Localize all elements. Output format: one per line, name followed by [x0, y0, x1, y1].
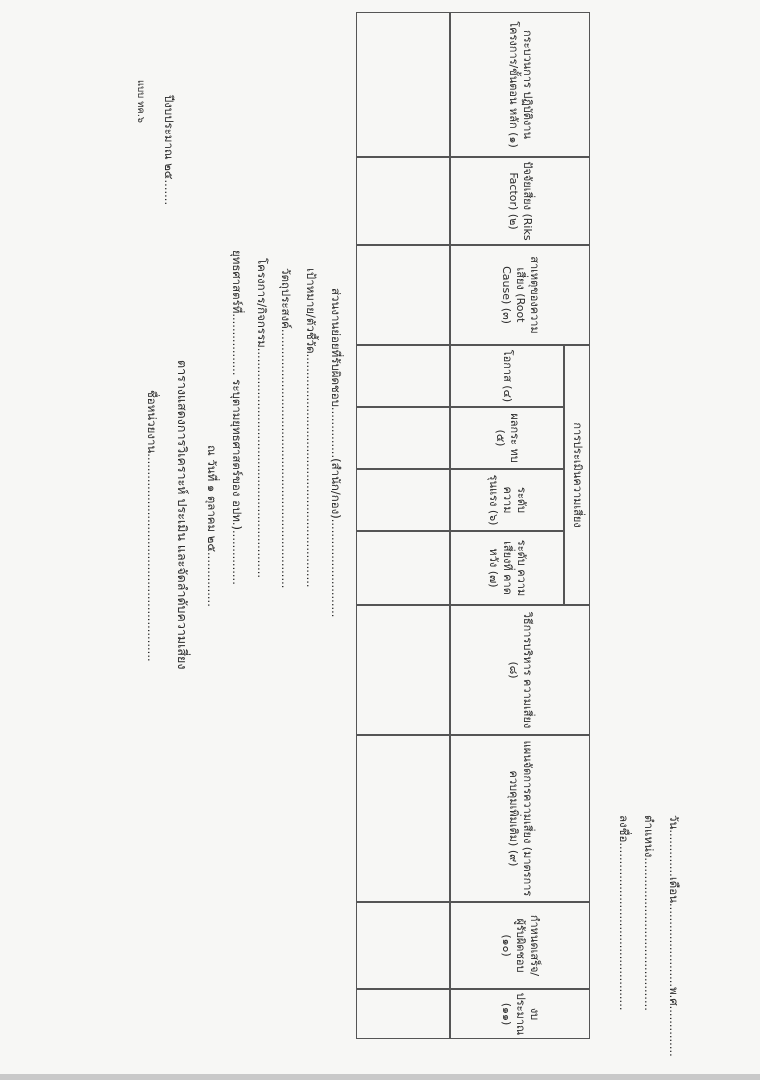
body-cell-3 [356, 245, 450, 345]
form-title: ตารางแสดงการวิเคราะห์ ประเมิน และจัดลำดับความเสี่ยง [175, 360, 190, 670]
date-line: วัน.............เดือน.......................พ.ศ.............. [667, 815, 681, 1057]
form-code: แบบ ทค.๖ [135, 80, 146, 123]
body-cell-2 [356, 157, 450, 245]
body-cell-6 [356, 469, 450, 531]
header-risk-plan: แผนจัดการความเสี่ยง (มาตรการควบคุมเพิ่มเติม) (๙) [450, 735, 590, 902]
body-cell-7 [356, 531, 450, 605]
body-cell-9 [356, 735, 450, 902]
header-risk-factor: ปัจจัยเสี่ยง (Riks Factor) (๒) [450, 157, 590, 245]
body-cell-4 [356, 345, 450, 407]
header-impact: ผลกระ ทบ (๕) [450, 407, 564, 469]
field-project: โครงการ/กิจกรรม............................................................... [255, 258, 269, 579]
scan-edge [0, 1074, 760, 1080]
header-risk-method: วิธีการบริหาร ความเสี่ยง (๘) [450, 605, 590, 735]
header-due-owner: กำหนดเสร็จ/ ผู้รับผิดชอบ (๑๐) [450, 902, 590, 989]
header-risk-assessment: การประเมินความเสี่ยง [564, 345, 590, 605]
risk-table [356, 12, 590, 1039]
body-cell-8 [356, 605, 450, 735]
body-cell-5 [356, 407, 450, 469]
field-unit: ส่วนงานย่อยที่รับผิดชอบ..............(สำนัก/กอง)........................... [329, 288, 343, 618]
header-root-cause: สาเหตุของความ เสี่ยง (Root Cause) (๓) [450, 245, 590, 345]
body-cell-1 [356, 12, 450, 157]
agency-name: ชื่อหน่วยงาน......................................................... [145, 390, 159, 662]
header-budget: งบประมาณ (๑๑) [450, 989, 590, 1039]
field-target: เป้าหมาย/ตัวชี้วัด................................................................ [304, 268, 318, 588]
field-strategy: ยุทธศาสตร์ที่................. ระบุตามยุทธศาสตร์ของ อปท.)............... [230, 250, 244, 585]
body-cell-10 [356, 902, 450, 989]
fiscal-year: ปีงบประมาณ ๒๕....... [162, 95, 176, 206]
header-expected-risk: ระดับ ความ เสี่ยงที่ คาดหวัง (๗) [450, 531, 564, 605]
header-likelihood: โอกาส (๔) [450, 345, 564, 407]
position-line: ตำแหน่ง.......................................... [642, 815, 656, 1011]
header-process: กระบวนการ ปฏิบัติงาน โครงการ/ขั้นตอน หลัก (๑) [450, 12, 590, 157]
signature-line: ลงชื่อ.............................................. [617, 815, 631, 1011]
header-severity: ระดับ ความ รุนแรง (๖) [450, 469, 564, 531]
body-cell-11 [356, 989, 450, 1039]
field-objective: วัตถุประสงค์....................................................................... [279, 268, 293, 589]
as-of-date: ณ วันที่ ๑ ตุลาคม ๒๕............... [205, 445, 219, 607]
